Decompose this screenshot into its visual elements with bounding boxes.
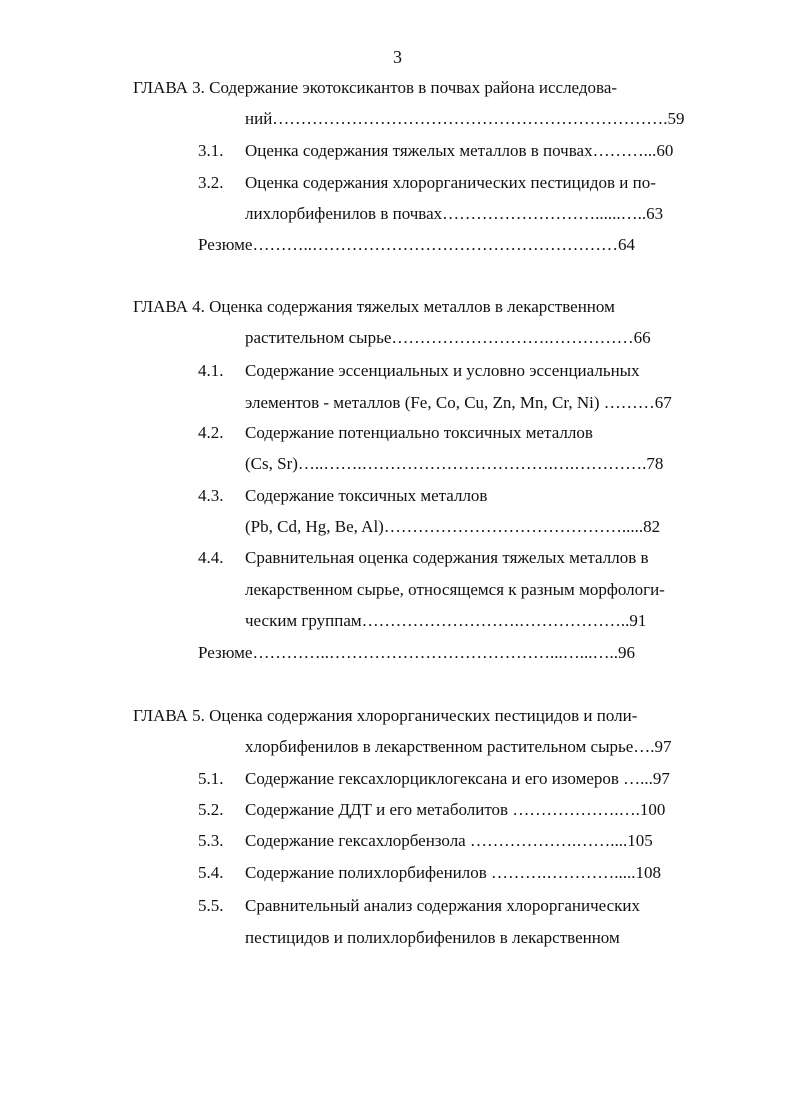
section-5-2-title: Содержание ДДТ и его метаболитов ……………….….100 [245, 800, 666, 819]
section-4-1-title-line-2: элементов - металлов (Fe, Co, Cu, Zn, Mn, Cr, Ni) ………67 [245, 393, 672, 412]
section-4-3-title-line-1: Содержание токсичных металлов [245, 486, 488, 505]
chapter-5-title-line-2: хлорбифенилов в лекарственном растительном сырье….97 [245, 737, 672, 756]
chapter-4-resume: Резюме…………..…………………………………...…...…..96 [198, 643, 635, 662]
page-number: 3 [393, 47, 402, 67]
section-3-2-title-line-2: лихлорбифенилов в почвах………………………......…..63 [245, 204, 664, 223]
section-5-5-title-line-2: пестицидов и полихлорбифенилов в лекарственном [245, 928, 620, 947]
section-5-4-number: 5.4. [198, 863, 224, 882]
section-5-3-title: Содержание гексахлорбензола ……………….……....105 [245, 831, 653, 850]
chapter-4-title-line-1: ГЛАВА 4. Оценка содержания тяжелых металлов в лекарственном [133, 297, 615, 316]
chapter-3-title-line-2: ний…………………………………………………………….59 [245, 109, 685, 128]
chapter-5-title-line-1: ГЛАВА 5. Оценка содержания хлорорганических пестицидов и поли- [133, 706, 638, 725]
section-5-5-title-line-1: Сравнительный анализ содержания хлорорганических [245, 896, 640, 915]
chapter-3-title-line-1: ГЛАВА 3. Содержание экотоксикантов в почвах района исследова- [133, 78, 618, 97]
chapter-4-title-line-2: растительном сырье……………………….……………66 [245, 328, 651, 347]
section-4-1-number: 4.1. [198, 361, 224, 380]
chapter-3-resume: Резюме………..………………………………………………64 [198, 235, 635, 254]
section-5-3-number: 5.3. [198, 831, 224, 850]
section-4-1-title-line-1: Содержание эссенциальных и условно эссенциальных [245, 361, 640, 380]
section-4-3-title-line-2: (Pb, Cd, Hg, Be, Al)…………………………………….....82 [245, 517, 661, 536]
section-3-2-number: 3.2. [198, 173, 224, 192]
section-4-2-title-line-1: Содержание потенциально токсичных металлов [245, 423, 593, 442]
section-5-2-number: 5.2. [198, 800, 224, 819]
section-5-1-title: Содержание гексахлорциклогексана и его изомеров …...97 [245, 769, 670, 788]
section-5-4-title: Содержание полихлорбифенилов ……….………….....108 [245, 863, 662, 882]
section-4-3-number: 4.3. [198, 486, 224, 505]
section-4-2-number: 4.2. [198, 423, 224, 442]
section-4-4-number: 4.4. [198, 548, 224, 567]
section-3-1-number: 3.1. [198, 141, 224, 160]
section-4-2-title-line-2: (Cs, Sr)…..…….…………………………….….………….78 [245, 454, 664, 473]
section-5-5-number: 5.5. [198, 896, 224, 915]
section-4-4-title-line-3: ческим группам……………………….………………..91 [245, 611, 647, 630]
section-3-2-title-line-1: Оценка содержания хлорорганических пестицидов и по- [245, 173, 656, 192]
section-4-4-title-line-1: Сравнительная оценка содержания тяжелых металлов в [245, 548, 649, 567]
section-4-4-title-line-2: лекарственном сырье, относящемся к разным морфологи- [245, 580, 665, 599]
section-5-1-number: 5.1. [198, 769, 224, 788]
section-3-1-title: Оценка содержания тяжелых металлов в почвах………...60 [245, 141, 674, 160]
